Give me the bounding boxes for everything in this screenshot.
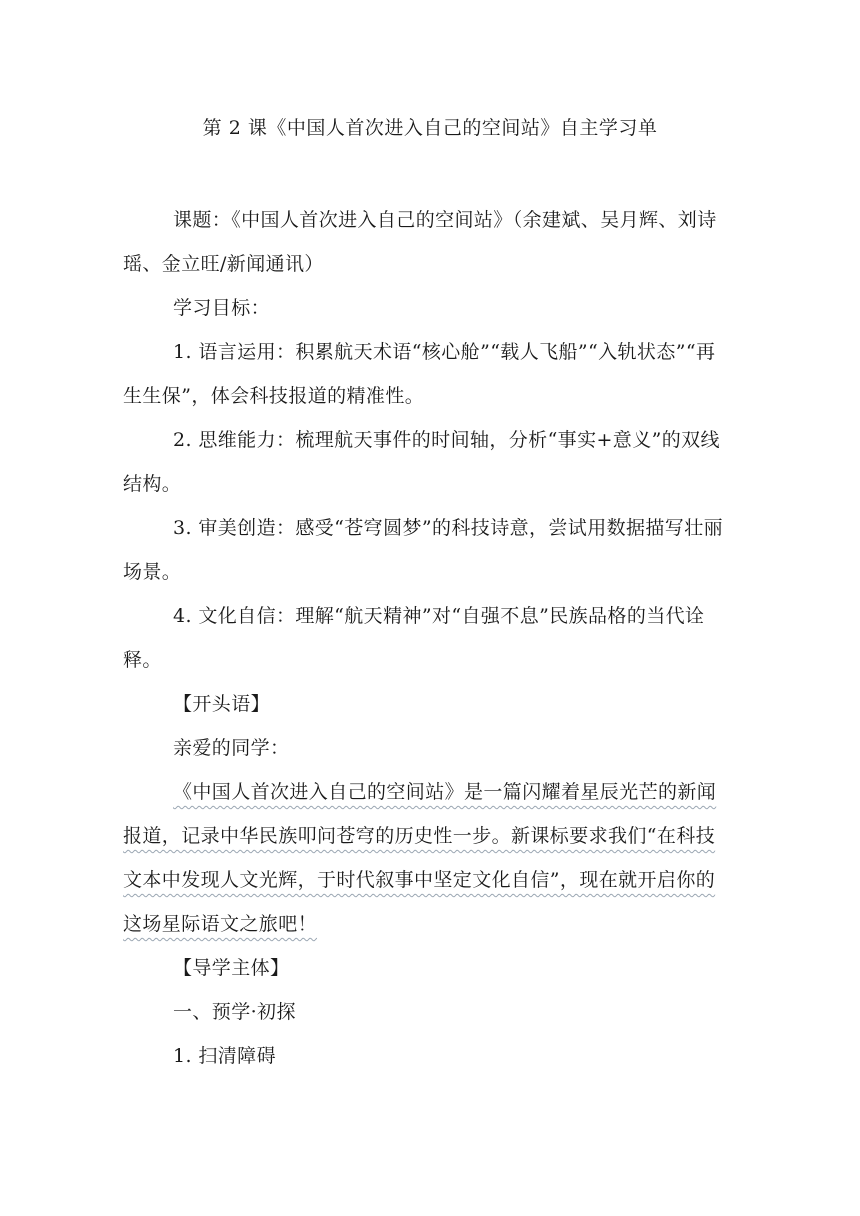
intro-paragraph — [123, 770, 733, 946]
objective-item-1: 1. 语言运用：积累航天术语“核心舱”“载人飞船”“入轨状态”“再生生保”，体会科技报道的精准性。 — [123, 341, 716, 407]
objective-item-4: 4. 文化自信：理解“航天精神”对“自强不息”民族品格的当代诠释。 — [123, 605, 705, 671]
list-item-1: 1. 扫清障碍 — [173, 1045, 276, 1067]
objectives-heading: 学习目标： — [173, 297, 271, 319]
topic-paragraph: 课题：《中国人首次进入自己的空间站》（余建斌、吴月辉、刘诗瑶、金立旺/新闻通讯） — [123, 209, 717, 275]
document-title: 第 2 课《中国人首次进入自己的空间站》自主学习单 — [202, 117, 658, 139]
intro-text: 《中国人首次进入自己的空间站》是一篇闪耀着星辰光芒的新闻报道，记录中华民族叩问苍穹的历史性一步。新课标要求我们“在科技文本中发现人文光辉，于时代叙事中坚定文化自信”，现在就开启你的这场星际语文之旅吧！ — [123, 781, 717, 935]
greeting: 亲爱的同学： — [173, 737, 290, 759]
document-body — [123, 198, 733, 1078]
guide-heading: 【导学主体】 — [173, 957, 290, 979]
opening-heading: 【开头语】 — [173, 693, 271, 715]
objective-item-2: 2. 思维能力：梳理航天事件的时间轴，分析“事实+意义”的双线结构。 — [123, 429, 720, 495]
objective-item-3: 3. 审美创造：感受“苍穹圆梦”的科技诗意，尝试用数据描写壮丽场景。 — [123, 517, 723, 583]
section-heading-1: 一、预学·初探 — [173, 1001, 296, 1023]
